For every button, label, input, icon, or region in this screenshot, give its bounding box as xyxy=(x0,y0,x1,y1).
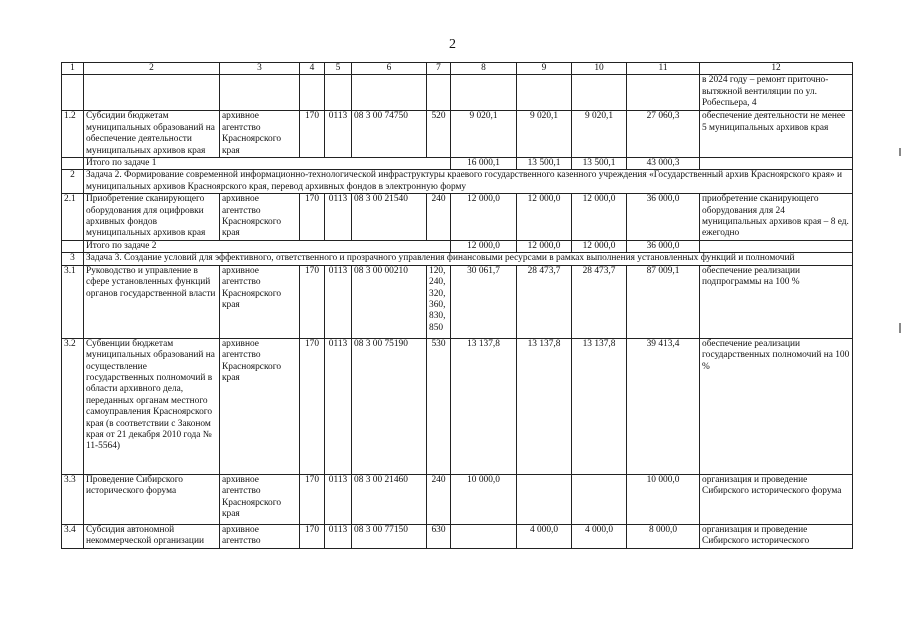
code-cell: 08 3 00 74750 xyxy=(352,111,427,158)
amount-cell: 13 137,8 xyxy=(572,338,627,474)
amount-cell: 10 000,0 xyxy=(451,474,517,524)
measure-name: Проведение Сибирского исторического форума xyxy=(84,474,220,524)
code-cell: 240 xyxy=(427,194,451,241)
amount-cell: 4 000,0 xyxy=(572,524,627,548)
result-cell: в 2024 году – ремонт приточно-вытяжной вентиляции по ул. Робеспьера, 4 xyxy=(700,75,853,111)
amount-cell: 36 000,0 xyxy=(627,240,700,252)
code-cell: 240 xyxy=(427,474,451,524)
table-row-3-4 xyxy=(62,524,853,548)
header-cell: 9 xyxy=(517,63,572,75)
header-cell: 1 xyxy=(62,63,84,75)
program-table xyxy=(61,62,853,549)
table-row-total-1 xyxy=(62,158,853,170)
grbs-cell: архивное агентство Красноярского края xyxy=(220,194,300,241)
code-cell: 170 xyxy=(300,265,325,338)
header-row xyxy=(62,63,853,75)
amount-cell: 4 000,0 xyxy=(517,524,572,548)
amount-cell: 43 000,3 xyxy=(627,158,700,170)
result-cell: организация и проведение Сибирского исторического форума xyxy=(700,474,853,524)
amount-cell xyxy=(572,474,627,524)
total-label: Итого по задаче 1 xyxy=(84,158,451,170)
row-number: 3 xyxy=(62,253,84,265)
code-cell: 170 xyxy=(300,474,325,524)
table-row-continuation xyxy=(62,75,853,111)
table-row-total-2 xyxy=(62,240,853,252)
code-cell: 0113 xyxy=(325,265,352,338)
code-cell: 0113 xyxy=(325,524,352,548)
row-number: 3.1 xyxy=(62,265,84,338)
code-cell: 120, 240, 320, 360, 830, 850 xyxy=(427,265,451,338)
amount-cell: 13 500,1 xyxy=(517,158,572,170)
header-cell: 2 xyxy=(84,63,220,75)
header-cell: 3 xyxy=(220,63,300,75)
table-row-task-2 xyxy=(62,170,853,194)
amount-cell: 12 000,0 xyxy=(451,240,517,252)
result-cell: приобретение сканирующего оборудования для 24 муниципальных архивов края – 8 ед. ежегодно xyxy=(700,194,853,241)
table-row-3-3 xyxy=(62,474,853,524)
header-cell: 12 xyxy=(700,63,853,75)
code-cell: 170 xyxy=(300,338,325,474)
row-number: 3.4 xyxy=(62,524,84,548)
code-cell: 08 3 00 77150 xyxy=(352,524,427,548)
measure-name: Субсидия автономной некоммерческой организации xyxy=(84,524,220,548)
page-number: 2 xyxy=(449,37,456,52)
table-row-1-2 xyxy=(62,111,853,158)
code-cell: 08 3 00 21540 xyxy=(352,194,427,241)
result-cell: организация и проведение Сибирского исторического xyxy=(700,524,853,548)
amount-cell: 39 413,4 xyxy=(627,338,700,474)
total-label: Итого по задаче 2 xyxy=(84,240,451,252)
amount-cell: 27 060,3 xyxy=(627,111,700,158)
code-cell: 08 3 00 21460 xyxy=(352,474,427,524)
code-cell: 08 3 00 00210 xyxy=(352,265,427,338)
result-cell: обеспечение реализации государственных полномочий на 100 % xyxy=(700,338,853,474)
measure-name: Руководство и управление в сфере установленных функций органов государственной власти xyxy=(84,265,220,338)
header-cell: 6 xyxy=(352,63,427,75)
code-cell: 0113 xyxy=(325,194,352,241)
amount-cell: 12 000,0 xyxy=(517,240,572,252)
row-number: 3.3 xyxy=(62,474,84,524)
amount-cell: 10 000,0 xyxy=(627,474,700,524)
amount-cell: 13 137,8 xyxy=(451,338,517,474)
code-cell: 170 xyxy=(300,111,325,158)
amount-cell: 9 020,1 xyxy=(517,111,572,158)
amount-cell: 36 000,0 xyxy=(627,194,700,241)
table-row-task-3 xyxy=(62,253,853,265)
amount-cell: 8 000,0 xyxy=(627,524,700,548)
header-cell: 5 xyxy=(325,63,352,75)
code-cell: 08 3 00 75190 xyxy=(352,338,427,474)
code-cell: 170 xyxy=(300,524,325,548)
row-number: 3.2 xyxy=(62,338,84,474)
amount-cell: 12 000,0 xyxy=(572,240,627,252)
code-cell: 530 xyxy=(427,338,451,474)
measure-name: Субсидии бюджетам муниципальных образований на обеспечение деятельности муниципальных архивов края xyxy=(84,111,220,158)
amount-cell: 12 000,0 xyxy=(451,194,517,241)
code-cell: 0113 xyxy=(325,474,352,524)
result-cell: обеспечение деятельности не менее 5 муниципальных архивов края xyxy=(700,111,853,158)
grbs-cell: архивное агентство Красноярского края xyxy=(220,265,300,338)
row-number: 2.1 xyxy=(62,194,84,241)
header-cell: 4 xyxy=(300,63,325,75)
code-cell: 0113 xyxy=(325,338,352,474)
code-cell: 630 xyxy=(427,524,451,548)
amount-cell: 28 473,7 xyxy=(572,265,627,338)
table-row-3-2 xyxy=(62,338,853,474)
amount-cell: 12 000,0 xyxy=(517,194,572,241)
amount-cell: 16 000,1 xyxy=(451,158,517,170)
amount-cell: 13 137,8 xyxy=(517,338,572,474)
result-cell: обеспечение реализации подпрограммы на 100 % xyxy=(700,265,853,338)
header-cell: 8 xyxy=(451,63,517,75)
amount-cell: 28 473,7 xyxy=(517,265,572,338)
table-row-2-1 xyxy=(62,194,853,241)
code-cell: 170 xyxy=(300,194,325,241)
row-number: 2 xyxy=(62,170,84,194)
amount-cell: 9 020,1 xyxy=(572,111,627,158)
task-heading: Задача 3. Создание условий для эффективного, ответственного и прозрачного управления финансовыми ресурсами в рамках выполнения установленных функций и полномочий xyxy=(84,253,853,265)
code-cell: 520 xyxy=(427,111,451,158)
header-cell: 7 xyxy=(427,63,451,75)
table-row-3-1 xyxy=(62,265,853,338)
grbs-cell: архивное агентство Красноярского края xyxy=(220,474,300,524)
amount-cell xyxy=(451,524,517,548)
header-cell: 10 xyxy=(572,63,627,75)
code-cell: 0113 xyxy=(325,111,352,158)
amount-cell xyxy=(517,474,572,524)
amount-cell: 13 500,1 xyxy=(572,158,627,170)
grbs-cell: архивное агентство Красноярского края xyxy=(220,111,300,158)
measure-name: Субвенции бюджетам муниципальных образований на осуществление государственных полномочий в области архивного дела, переданных органам местного самоуправления Красноярского края (в соответствии с Законом края от 21 декабря 2010 года № 11-5564) xyxy=(84,338,220,474)
task-heading: Задача 2. Формирование современной информационно-технологической инфраструктуры краевого государственного казенного учреждения «Государственный архив Красноярского края» и муниципальных архивов Красноярского края, перевод архивных фондов в электронную форму xyxy=(84,170,853,194)
header-cell: 11 xyxy=(627,63,700,75)
amount-cell: 9 020,1 xyxy=(451,111,517,158)
amount-cell: 12 000,0 xyxy=(572,194,627,241)
amount-cell: 30 061,7 xyxy=(451,265,517,338)
scan-mark xyxy=(899,323,901,333)
measure-name: Приобретение сканирующего оборудования для оцифровки архивных фондов муниципальных архивов края xyxy=(84,194,220,241)
grbs-cell: архивное агентство Красноярского края xyxy=(220,338,300,474)
grbs-cell: архивное агентство xyxy=(220,524,300,548)
scan-mark xyxy=(899,148,901,156)
row-number: 1.2 xyxy=(62,111,84,158)
amount-cell: 87 009,1 xyxy=(627,265,700,338)
